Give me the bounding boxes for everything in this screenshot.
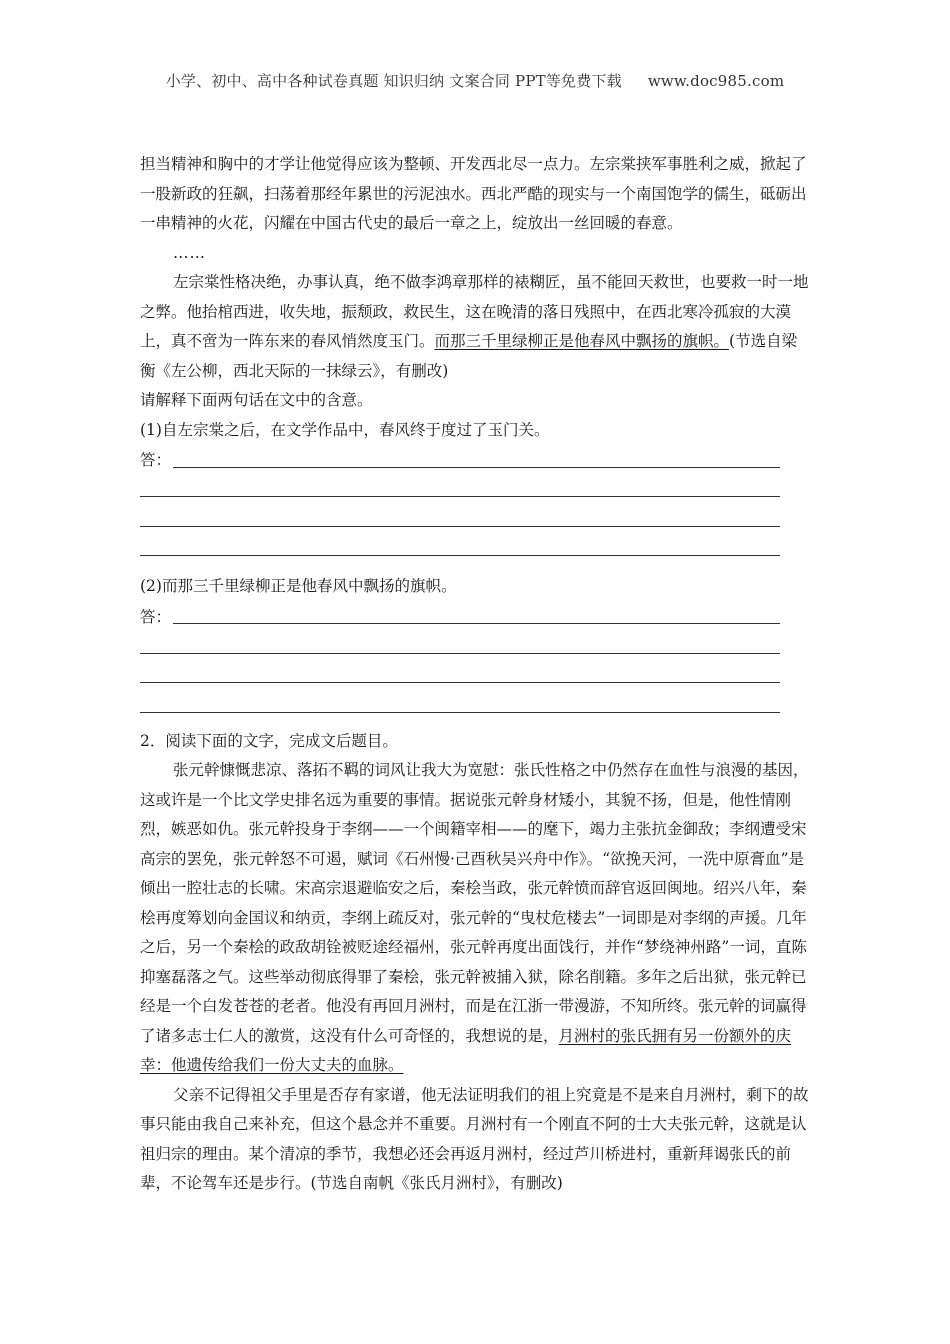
question1-prompt: 请解释下面两句话在文中的含意。 [140, 391, 373, 409]
question2-paragraph2: 父亲不记得祖父手里是否存有家谱，他无法证明我们的祖上究竟是不是来自月洲村，剩下的故事只能由我自己来补充，但这个悬念并不重要。月洲村有一个刚直不阿的士大夫张元幹，这就是认祖归宗的理由。某个清凉的季节，我想必还会再返月洲村，经过芦川桥进村，重新拜谒张氏的前辈，不论驾车还是步行。(节选自南帆《张氏月洲村》，有删改) [140, 1085, 809, 1192]
question1-item2: (2)而那三千里绿柳正是他春风中飘扬的旗帜。 [140, 577, 457, 595]
question2-title: 2．阅读下面的文字，完成文后题目。 [140, 731, 398, 750]
passage1-paragraph2-text: 左宗棠性格决绝，办事认真，绝不做李鸿章那样的裱糊匠，虽不能回天救世，也要救一时一地之弊。他抬棺西进，收失地，振颓政，救民生，这在晚清的落日残照中，在西北寒冷孤寂的大漠上，真不啻为一阵东来的春风悄然度玉门。 [140, 273, 809, 350]
ellipsis: …… [173, 243, 206, 262]
answer-rule [140, 555, 780, 556]
question1-item1: (1)自左宗棠之后，在文学作品中，春风终于度过了玉门关。 [140, 420, 550, 439]
passage1-paragraph2 [140, 268, 812, 386]
answer-area-2[interactable] [140, 603, 812, 721]
header-text: 小学、初中、高中各种试卷真题 知识归纳 文案合同 PPT等免费下载 [165, 72, 622, 90]
answer-area-1[interactable] [140, 446, 812, 564]
answer-rule [140, 496, 780, 497]
answer-line[interactable] [140, 603, 780, 633]
question2-paragraph1-text: 张元幹慷慨悲凉、落拓不羁的词风让我大为宽慰：张氏性格之中仍然存在血性与浪漫的基因，这或许是一个比文学史排名远为重要的事情。据说张元幹身材矮小，其貌不扬，但是，他性情刚烈，嫉恶如仇。张元幹投身于李纲——一个闽籍宰相——的麾下，竭力主张抗金御敌；李纲遭受宋高宗的罢免，张元幹怒不可遏，赋词《石州慢·己酉秋吴兴舟中作》。“欲挽天河，一洗中原膏血”是倾出一腔壮志的长啸。宋高宗退避临安之后，秦桧当政，张元幹愤而辞官返回闽地。绍兴八年，秦桧再度筹划向金国议和纳贡，李纲上疏反对，张元幹的“曳杖危楼去”一词即是对李纲的声援。几年之后，另一个秦桧的政敌胡铨被贬途经福州，张元幹再度出面饯行，并作“梦绕神州路”一词，直陈抑塞磊落之气。这些举动彻底得罪了秦桧，张元幹被捕入狱，除名削籍。多年之后出狱，张元幹已经是一个白发苍苍的老者。他没有再回月洲村，而是在江浙一带漫游，不知所终。张元幹的词赢得了诸多志士仁人的激赏，这没有什么可奇怪的，我想说的是， [140, 761, 809, 1045]
document-body [140, 150, 812, 1199]
header-site: www.doc985.com [647, 72, 785, 90]
answer-rule [140, 653, 780, 654]
answer-rule [140, 526, 780, 527]
answer-rule [140, 682, 780, 683]
answer-line[interactable] [140, 691, 780, 721]
passage1-source: (节选自梁衡《左公柳，西北天际的一抹绿云》，有删改) [140, 332, 798, 380]
underlined-sentence-1: 而那三千里绿柳正是他春风中飘扬的旗帜。 [434, 332, 730, 350]
answer-line[interactable] [140, 535, 780, 565]
answer-line[interactable] [140, 662, 780, 692]
answer-line[interactable] [140, 632, 780, 662]
answer-line[interactable] [140, 446, 780, 476]
underlined-sentence-2: 月洲村的张氏拥有另一份额外的庆幸：他遗传给我们一份大丈夫的血脉。 [140, 1026, 792, 1074]
answer-label: 答： [140, 451, 172, 469]
answer-rule [140, 712, 780, 713]
page-header [0, 70, 950, 91]
passage1-paragraph1: 担当精神和胸中的才学让他觉得应该为整顿、开发西北尽一点力。左宗棠挟军事胜利之威，掀起了一股新政的狂飙，扫荡着那经年累世的污泥浊水。西北严酷的现实与一个南国饱学的儒生，砥砺出一串精神的火花，闪耀在中国古代史的最后一章之上，绽放出一丝回暖的春意。 [140, 155, 807, 232]
answer-rule [173, 623, 780, 624]
answer-rule [173, 467, 780, 468]
question2-paragraph1 [140, 756, 812, 1081]
answer-line[interactable] [140, 505, 780, 535]
answer-line[interactable] [140, 476, 780, 506]
answer-label: 答： [140, 607, 172, 626]
